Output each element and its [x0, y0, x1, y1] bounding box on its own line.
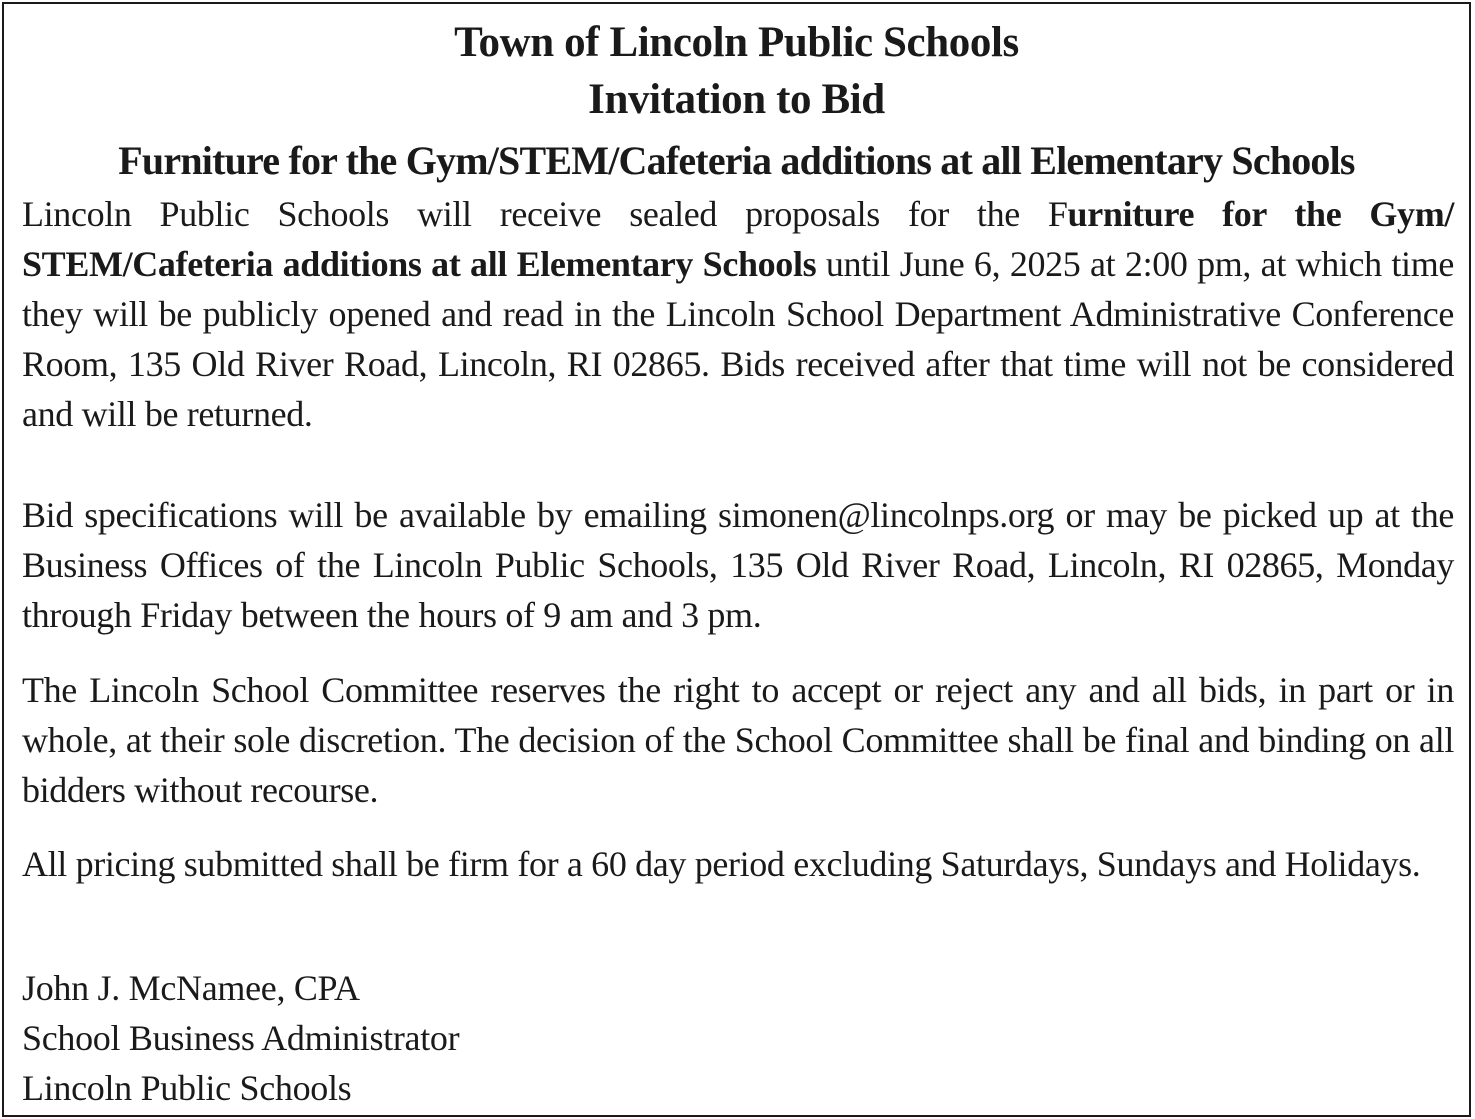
notice-organization-title: Town of Lincoln Public Schools: [454, 19, 1019, 66]
paragraph-proposals-rest: until June 6, 2025 at 2:00 pm, at which time they will be publicly opened and read in the Lincoln School Department Administrative Conference Room, 135 Old River Road, Lincoln, RI 02865. Bids received after that time will not be considered and will be returned.: [22, 244, 1454, 434]
signature-organization: Lincoln Public Schools: [22, 1068, 352, 1108]
bid-notice: [2, 2, 1471, 1117]
notice-subject: Furniture for the Gym/STEM/Cafeteria additions at all Elementary Schools: [118, 138, 1355, 183]
paragraph-reservation: The Lincoln School Committee reserves the right to accept or reject any and all bids, in part or in whole, at their sole discretion. The decision of the School Committee shall be final and binding on all bidders without recourse.: [22, 670, 1454, 810]
paragraph-proposals-lead: Lincoln Public Schools will receive sealed proposals for the F: [22, 194, 1068, 234]
paragraph-proposals: [22, 189, 1454, 439]
signature-block: [22, 963, 1454, 1113]
paragraph-pricing: All pricing submitted shall be firm for a 60 day period excluding Saturdays, Sundays and Holidays.: [22, 844, 1421, 884]
paragraph-specifications: Bid specifications will be available by emailing simonen@lincolnps.org or may be picked up at the Business Offices of the Lincoln Public Schools, 135 Old River Road, Lincoln, RI 02865, Monday through Friday between the hours of 9 am and 3 pm.: [22, 495, 1454, 635]
notice-title: Invitation to Bid: [588, 76, 885, 123]
paragraph-proposals-bold-subject: urniture for the Gym/ STEM/Cafeteria additions at all Elementary Schools: [22, 194, 1454, 284]
signature-name: John J. McNamee, CPA: [22, 968, 360, 1008]
signature-title: School Business Administrator: [22, 1018, 460, 1058]
